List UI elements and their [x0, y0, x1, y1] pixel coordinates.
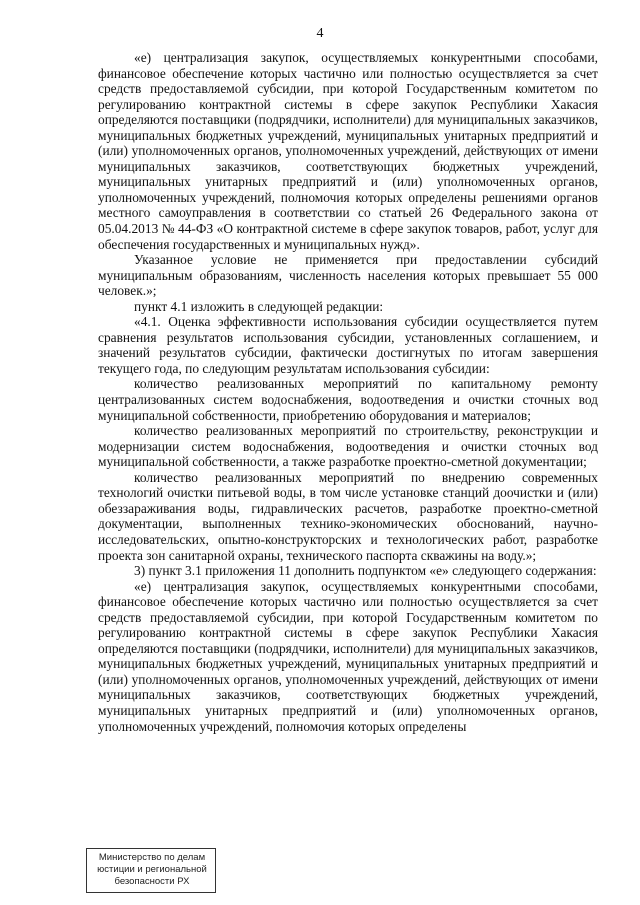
ministry-stamp: [86, 848, 216, 893]
document-body: [98, 50, 598, 734]
paragraph-subpoint-e-repeat: «е) централизация закупок, осуществляемых конкурентными способами, финансовое обеспечение которых частично или полностью осуществляется за счет средств предоставляемой субсидии, при которой Государственным комитетом по регулированию контрактной системы в сфере закупок Республики Хакасия определяются поставщики (подрядчики, исполнители) для муниципальных заказчиков, муниципальных бюджетных учреждений, муниципальных унитарных предприятий и (или) уполномоченных органов, уполномоченных учреждений, действующих от имени муниципальных заказчиков, соответствующих бюджетных учреждений, муниципальных унитарных предприятий и (или) уполномоченных органов, уполномоченных учреждений, полномочия которых определены: [98, 578, 598, 734]
paragraph-result-construction: количество реализованных мероприятий по строительству, реконструкции и модернизации систем водоснабжения, водоотведения и очистки сточных вод муниципальной собственности, а также разработке проектно-сметной документации;: [98, 423, 598, 470]
stamp-line: безопасности РХ: [114, 876, 190, 887]
paragraph-item-3: 3) пункт 3.1 приложения 11 дополнить подпунктом «е» следующего содержания:: [134, 563, 597, 579]
page-number: 4: [316, 26, 324, 41]
stamp-line: юстиции и региональной: [97, 864, 207, 875]
paragraph-subpoint-e: «е) централизация закупок, осуществляемых конкурентными способами, финансовое обеспечение которых частично или полностью осуществляется за счет средств предоставляемой субсидии, при которой Государственным комитетом по регулированию контрактной системы в сфере закупок Республики Хакасия определяются поставщики (подрядчики, исполнители) для муниципальных заказчиков, муниципальных бюджетных учреждений, муниципальных унитарных предприятий и (или) уполномоченных органов, уполномоченных учреждений, действующих от имени муниципальных заказчиков, соответствующих бюджетных учреждений, муниципальных унитарных предприятий и (или) уполномоченных органов, уполномоченных учреждений, полномочия которых определены решениями органов местного самоуправления в соответствии со статьей 26 Федерального закона от 05.04.2013 № 44-ФЗ «О контрактной системе в сфере закупок товаров, работ, услуг для обеспечения государственных и муниципальных нужд».: [98, 50, 598, 252]
paragraph-point-4-1: «4.1. Оценка эффективности использования субсидии осуществляется путем сравнения результатов использования субсидии, установленных соглашением, и значений результатов субсидии, фактически достигнутых по итогам завершения текущего года, по следующим результатам использования субсидии:: [98, 314, 598, 376]
paragraph-condition: Указанное условие не применяется при предоставлении субсидий муниципальным образованиям, численность населения которых превышает 55 000 человек.»;: [98, 252, 598, 299]
paragraph-point-4-1-intro: пункт 4.1 изложить в следующей редакции:: [134, 298, 384, 314]
paragraph-result-technologies: количество реализованных мероприятий по внедрению современных технологий очистки питьевой воды, в том числе установке станций доочистки и (или) обеззараживания воды, гидравлических расчетов, разработке проектно-сметной документации, выполненных технико-экономических обоснований, научно-исследовательских, опытно-конструкторских и технологических работ, разработке проекта зон санитарной охраны, технического паспорта скважины на воду.»;: [98, 469, 598, 563]
paragraph-result-capital-repair: количество реализованных мероприятий по капитальному ремонту централизованных систем водоснабжения, водоотведения и очистки сточных вод муниципальной собственности, приобретению оборудования и материалов;: [98, 376, 598, 423]
stamp-line: Министерство по делам: [98, 852, 206, 863]
